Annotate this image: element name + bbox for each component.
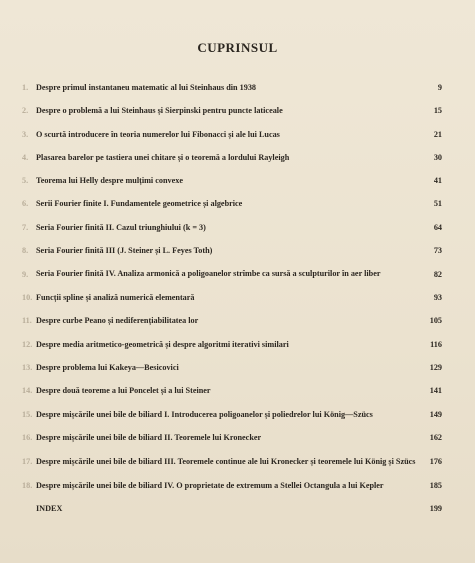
entry-page-number: 21 (433, 129, 442, 139)
toc-entry (22, 222, 442, 233)
entry-title: Seria Fourier finită III (J. Steiner și L. Feyes Toth) (36, 246, 213, 256)
entry-number: 7. (22, 222, 29, 232)
toc-entry (22, 339, 442, 350)
entry-title: Despre curbe Peano și nediferențiabilitatea lor (36, 316, 199, 326)
entry-title: Teorema lui Helly despre mulțimi convexe (36, 176, 183, 186)
toc-entry (22, 268, 442, 280)
entry-title: Despre problema lui Kakeya—Besicovici (36, 363, 179, 373)
toc-entry (22, 129, 442, 140)
entry-number: 1. (22, 83, 29, 92)
entry-title: INDEX (36, 504, 63, 514)
entry-page-number: 199 (429, 504, 442, 514)
toc-entry (22, 362, 442, 373)
entry-page-number: 93 (433, 293, 442, 303)
entry-number: 4. (22, 152, 29, 162)
entry-title: Despre mișcările unei bile de biliard II. Teoremele lui Kronecker (36, 433, 262, 443)
entry-number: 3. (22, 129, 29, 139)
entry-title: Despre mișcările unei bile de biliard IV. O proprietate de extremum a Stellei Octangula a lui Kepler (36, 480, 384, 490)
entry-title: Serii Fourier finite I. Fundamentele geometrice și algebrice (36, 199, 243, 209)
page-title: CUPRINSUL (197, 40, 278, 55)
entry-number: 17. (22, 457, 33, 467)
entry-page-number: 141 (429, 386, 442, 396)
entry-title: Despre o problemă a lui Steinhaus și Sierpinski pentru puncte laticeale (36, 106, 283, 116)
entry-number: 9. (22, 269, 29, 279)
toc-entry (22, 480, 442, 492)
entry-title: Plasarea barelor pe tastiera unei chitare și o teoremă a lordului Rayleigh (36, 152, 290, 162)
entry-page-number: 9 (437, 83, 442, 92)
toc-entry (22, 456, 442, 468)
entry-number: 11. (22, 316, 32, 326)
entry-title: O scurtă introducere în teoria numerelor lui Fibonacci și ale lui Lucas (36, 129, 280, 139)
toc-entry (22, 152, 442, 163)
entry-title: Despre mișcările unei bile de biliard III. Teoremele continue ale lui Kronecker și teoremele lui König și Szücs (36, 456, 416, 466)
entry-page-number: 51 (433, 199, 442, 209)
toc-entry (22, 292, 442, 303)
toc-entry (22, 409, 442, 421)
toc-entry (22, 385, 442, 396)
toc-entry (22, 432, 442, 443)
toc-entry (22, 503, 442, 514)
entry-page-number: 185 (429, 481, 442, 491)
toc-entry (22, 315, 442, 326)
entry-page-number: 41 (433, 176, 442, 186)
entry-page-number: 149 (429, 410, 442, 420)
entry-page-number: 73 (433, 246, 442, 256)
entry-page-number: 82 (433, 269, 442, 279)
entry-page-number: 30 (433, 152, 442, 162)
entry-page-number: 15 (433, 106, 442, 116)
entry-title: Seria Fourier finită II. Cazul triunghiului (k = 3) (36, 222, 206, 232)
toc-entry (22, 175, 442, 186)
toc-entry (22, 198, 442, 209)
entry-number: 13. (22, 363, 33, 373)
entry-number: 15. (22, 410, 33, 420)
entry-number: 8. (22, 246, 29, 256)
toc-entry (22, 105, 442, 116)
entry-number: 18. (22, 481, 33, 491)
entry-title: Despre media aritmetico-geometrică și despre algoritmi iterativi similari (36, 339, 289, 349)
entry-number: 14. (22, 386, 33, 396)
entry-number: 12. (22, 339, 33, 349)
entry-page-number: 162 (429, 433, 442, 443)
entry-number: 5. (22, 176, 29, 186)
entry-number: 2. (22, 106, 29, 116)
entry-page-number: 129 (429, 363, 442, 373)
entry-page-number: 176 (429, 457, 442, 467)
entry-title: Despre mișcările unei bile de biliard I. Introducerea poligoanelor și poliedrelor lui König—Szücs (36, 409, 373, 419)
toc-entry (22, 82, 442, 93)
entry-number: 16. (22, 433, 33, 443)
entry-number: 6. (22, 199, 29, 209)
toc-entry (22, 245, 442, 256)
entry-title: Seria Fourier finită IV. Analiza armonică a poligoanelor strîmbe ca sursă a sculpturilor în aer liber (36, 269, 381, 279)
table-of-contents (22, 82, 442, 527)
entry-title: Despre primul instantaneu matematic al lui Steinhaus din 1938 (36, 83, 257, 92)
entry-page-number: 105 (429, 316, 442, 326)
entry-title: Funcții spline și analiză numerică elementară (36, 293, 195, 303)
entry-page-number: 64 (433, 222, 442, 232)
entry-number: 10. (22, 293, 33, 303)
entry-title: Despre două teoreme a lui Poncelet și a lui Steiner (36, 386, 211, 396)
entry-page-number: 116 (430, 339, 442, 349)
